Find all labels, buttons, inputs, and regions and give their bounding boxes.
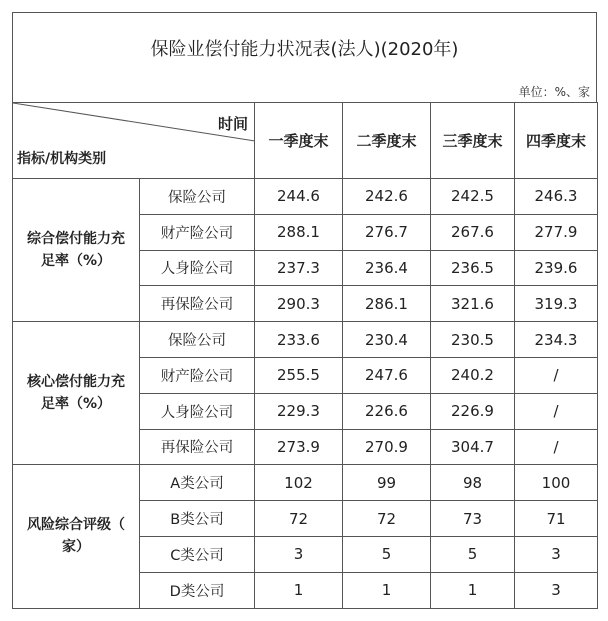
value-cell: 239.6: [515, 250, 598, 286]
title-area: [12, 12, 597, 102]
header-q2: 二季度末: [343, 103, 431, 179]
value-cell: 230.4: [343, 322, 431, 358]
value-cell: 290.3: [255, 286, 343, 322]
value-cell: 236.4: [343, 250, 431, 286]
value-cell: 1: [431, 572, 515, 608]
row-label: 财产险公司: [140, 214, 255, 250]
row-label: C类公司: [140, 536, 255, 572]
value-cell: 100: [515, 465, 598, 501]
value-cell: 233.6: [255, 322, 343, 358]
value-cell: 72: [255, 501, 343, 537]
value-cell: 98: [431, 465, 515, 501]
value-cell: 242.5: [431, 179, 515, 215]
value-cell: 240.2: [431, 357, 515, 393]
value-cell: 247.6: [343, 357, 431, 393]
corner-rows-label: 指标/机构类别: [17, 151, 107, 167]
value-cell: 273.9: [255, 429, 343, 465]
unit-note: 单位：%、家: [518, 85, 590, 99]
group-label: 综合偿付能力充 足率（%）: [13, 179, 140, 322]
value-cell: /: [515, 429, 598, 465]
value-cell: 226.9: [431, 393, 515, 429]
value-cell: /: [515, 393, 598, 429]
value-cell: 236.5: [431, 250, 515, 286]
value-cell: 229.3: [255, 393, 343, 429]
row-label: 再保险公司: [140, 429, 255, 465]
value-cell: 276.7: [343, 214, 431, 250]
header-q3: 三季度末: [431, 103, 515, 179]
table-body: [13, 179, 598, 609]
value-cell: 244.6: [255, 179, 343, 215]
value-cell: 73: [431, 501, 515, 537]
table-row: [13, 322, 598, 358]
value-cell: 3: [255, 536, 343, 572]
value-cell: 255.5: [255, 357, 343, 393]
header-q1: 一季度末: [255, 103, 343, 179]
row-label: B类公司: [140, 501, 255, 537]
value-cell: 277.9: [515, 214, 598, 250]
row-label: 财产险公司: [140, 357, 255, 393]
header-corner: [13, 103, 255, 179]
table-row: [13, 465, 598, 501]
value-cell: 72: [343, 501, 431, 537]
value-cell: 246.3: [515, 179, 598, 215]
value-cell: 3: [515, 536, 598, 572]
value-cell: 3: [515, 572, 598, 608]
value-cell: 288.1: [255, 214, 343, 250]
row-label: A类公司: [140, 465, 255, 501]
header-q4: 四季度末: [515, 103, 598, 179]
value-cell: 230.5: [431, 322, 515, 358]
table-title: 保险业偿付能力状况表(法人)(2020年): [150, 39, 459, 60]
value-cell: 1: [343, 572, 431, 608]
row-label: D类公司: [140, 572, 255, 608]
value-cell: 270.9: [343, 429, 431, 465]
value-cell: 321.6: [431, 286, 515, 322]
group-label: 核心偿付能力充 足率（%）: [13, 322, 140, 465]
value-cell: 319.3: [515, 286, 598, 322]
row-label: 保险公司: [140, 179, 255, 215]
row-label: 保险公司: [140, 322, 255, 358]
value-cell: 99: [343, 465, 431, 501]
corner-time-label: 时间: [217, 115, 248, 133]
value-cell: 242.6: [343, 179, 431, 215]
row-label: 再保险公司: [140, 286, 255, 322]
table-row: [13, 179, 598, 215]
value-cell: 237.3: [255, 250, 343, 286]
value-cell: 5: [343, 536, 431, 572]
solvency-table: [12, 102, 598, 609]
value-cell: 234.3: [515, 322, 598, 358]
value-cell: 71: [515, 501, 598, 537]
value-cell: 102: [255, 465, 343, 501]
value-cell: /: [515, 357, 598, 393]
value-cell: 1: [255, 572, 343, 608]
row-label: 人身险公司: [140, 250, 255, 286]
value-cell: 286.1: [343, 286, 431, 322]
row-label: 人身险公司: [140, 393, 255, 429]
value-cell: 5: [431, 536, 515, 572]
group-label: 风险综合评级（ 家）: [13, 465, 140, 608]
value-cell: 304.7: [431, 429, 515, 465]
value-cell: 267.6: [431, 214, 515, 250]
value-cell: 226.6: [343, 393, 431, 429]
